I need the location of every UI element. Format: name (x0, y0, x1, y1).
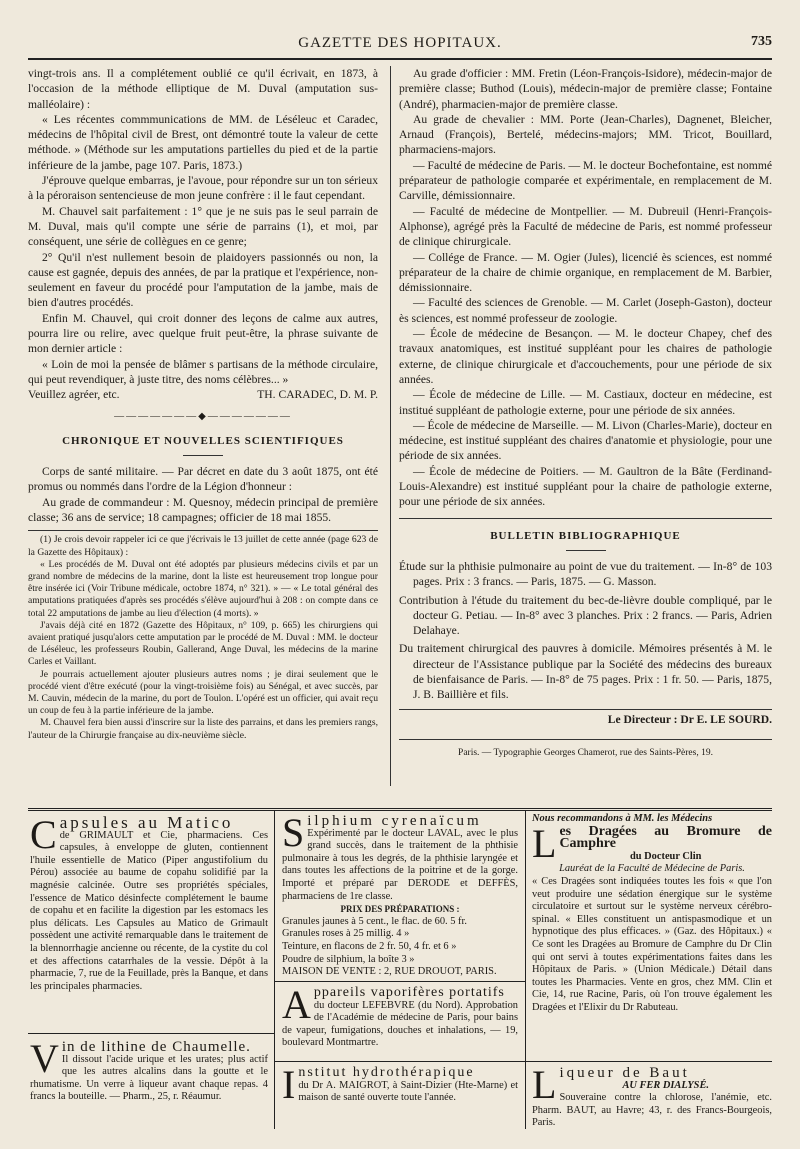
ad-body: Souveraine contre la chlorose, l'anémie, etc. Pharm. BAUT, au Havre; 43, r. des Francs-Bourgeois, Paris. (532, 1092, 772, 1129)
ad-matico (30, 812, 268, 993)
paragraph: — Faculté des sciences de Grenoble. — M. Carlet (Joseph-Gaston), docteur ès sciences, est nommé professeur de zoologie. (399, 296, 772, 325)
ad-separator (525, 811, 526, 1129)
ad-body: de GRIMAULT et Cie, pharmaciens. Ces capsules, à enveloppe de gluten, contiennent l'huile essentielle de Matico (Piper angustifolium du Pérou) associée au baume de copahu solidifié par la magnésie calcinée. Outre ses propriétés spéciales, l'essence de Matico désinfecte complétement le baume de copahu et en facilite la digestion par les estomacs les plus délicats. Les Capsules au Matico de Grimault possèdent une activité remarquable dans le traitement de la blennorrhagie ancienne ou récente, de la cystite du col et des affections catarrhales de la vessie. Dépôt à la pharmacie, 7, rue de la Feuillade, près la Banque, et dans les principales pharmacies. (30, 829, 268, 992)
page-header (28, 30, 772, 56)
paragraph: — École de médecine de Marseille. — M. Livon (Charles-Marie), docteur en médecine, est institué suppléant des chaires d'anatomie et physiologie, pour une période de six années. (399, 418, 772, 463)
short-rule (183, 455, 223, 456)
ad-rule (274, 1061, 525, 1062)
paragraph: 2° Qu'il n'est nullement besoin de plaidoyers passionnés ou non, la cause est gagnée, depuis des années, de par la pratique et l'expérience, non-seulement en faveur du procédé pour l'amputation de la jambe, mais de bien d'autres procédés. (28, 250, 378, 310)
ad-title: iqueur de Baut (559, 1065, 690, 1081)
paragraph: J'éprouve quelque embarras, je l'avoue, pour répondre sur un ton sérieux à la péroraison sentencieuse de mon jeune confrère : il le faut cependant. (28, 174, 378, 203)
bib-entry: Étude sur la phthisie pulmonaire au point de vue du traitement. — In-8° de 103 pages. Prix : 3 francs. — Paris, 1875. — G. Masson. (399, 559, 772, 589)
paragraph: — Faculté de médecine de Paris. — M. le docteur Bochefontaine, est nommé préparateur de pathologie comparée et expérimentale, en remplacement de M. Carville, démissionnaire. (399, 158, 772, 203)
ad-banner: Nous recommandons à MM. les Médecins (532, 813, 713, 824)
paragraph: — École de médecine de Lille. — M. Castiaux, docteur en médecine, est institué suppléant de pathologie externe, pour une période de six années. (399, 388, 772, 417)
ad-separator (274, 811, 275, 1129)
ad-institut (282, 1062, 518, 1107)
ad-body: du docteur LEFEBVRE (du Nord). Approbation de l'Académie de médecine de Paris, pour bains de vapeur, fumigations, douches et inhalations, — 19, boulevard Montmartre. (282, 999, 518, 1049)
ad-subtitle: du Docteur Clin (630, 850, 702, 862)
ad-camphre (532, 813, 772, 1015)
footnotes (28, 534, 378, 741)
header-rule (28, 58, 772, 60)
left-column (28, 66, 378, 742)
ad-initial: C (30, 812, 57, 857)
journal-title: GAZETTE DES HOPITAUX. (298, 35, 502, 51)
ad-initial: L (532, 1062, 557, 1107)
ad-lithine (30, 1036, 268, 1104)
ad-initial: V (30, 1036, 59, 1081)
price-line: Granules roses à 25 millig. 4 » (282, 928, 410, 940)
paragraph: Au grade d'officier : MM. Fretin (Léon-François-Isidore), médecin-major de première classe; Buthod (Louis), médecin-major de première classe; Fontaine (André), pharmacien-major de première classe. (399, 67, 772, 111)
ad-rule (274, 981, 525, 982)
price-line: Poudre de silphium, la boîte 3 » (282, 953, 415, 965)
footnote: Je pourrais actuellement ajouter plusieurs autres noms ; je dirai seulement que le procédé vient d'être exécuté (pour la vingt-troisième fois) au Sénégal, et avec succès, par M. Cauvin, médecin de la marine, du port de Toulon. L'opéré est un officier, qui avait reçu un coup de feu à la partie inférieure de la jambe. (28, 668, 378, 717)
ad-initial: A (282, 982, 311, 1027)
ad-title: in de lithine de Chaumelle. (61, 1039, 251, 1055)
footnote: (1) Je crois devoir rappeler ici ce que j'écrivais le 13 juillet de cette année (page 623 de la Gazette des Hôpitaux) : (28, 534, 378, 558)
paragraph: vingt-trois ans. Il a complétement oublié ce qu'il écrivait, en 1873, à l'occasion de la méthode elliptique de M. Duval (amputation sus-malléolaire) : (28, 67, 378, 111)
price-line: Teinture, en flacons de 2 fr. 50, 4 fr. et 6 » (282, 940, 457, 952)
paragraph: Corps de santé militaire. — Par décret en date du 3 août 1875, ont été promus ou nommés dans l'ordre de la Légion d'honneur : (28, 465, 378, 494)
advertisements (28, 808, 772, 1131)
paragraph: Au grade de commandeur : M. Quesnoy, médecin principal de première classe; 36 ans de service; 18 campagnes; officier de 18 mai 1855. (28, 495, 378, 525)
ad-rule (525, 1061, 772, 1062)
paragraph: Enfin M. Chauvel, qui croit donner des leçons de calme aux autres, pourra lire ou relire, avec quelque fruit peut-être, la phrase suivante de mon dernier article : (28, 311, 378, 356)
section-rule (399, 518, 772, 519)
paragraph: — École de médecine de Poitiers. — M. Gaultron de la Bâte (Ferdinand-Louis-Alexandre) est institué suppléant pour la chaire de pathologie externe, pour une période de six années. (399, 464, 772, 509)
short-rule (566, 550, 606, 551)
ad-title: apsules au Matico (59, 813, 234, 832)
ad-title: ilphium cyrenaïcum (307, 813, 482, 829)
paragraph: — Collége de France. — M. Ogier (Jules), licencié ès sciences, est nommé préparateur de la chaire de chimie organique, en remplacement de M. Barbier, démissionnaire. (399, 250, 772, 295)
ad-body: Expérimenté par le docteur LAVAL, avec le plus grand succès, dans le traitement de la phthisie pulmonaire à tous les degrés, de la phthisie laryngée et dans toutes les affections de la poitrine et de la gorge. Importé et préparé par DERODE et DEFFÈS, pharmaciens de 1re classe. (282, 827, 518, 902)
ad-title: ppareils vaporifères portatifs (313, 985, 505, 1000)
ad-laureat: Lauréat de la Faculté de Médecine de Paris. (559, 863, 745, 875)
ad-baut (532, 1062, 772, 1130)
ad-initial: S (282, 810, 305, 855)
closing: Veuillez agréer, etc. (28, 388, 120, 402)
printer-line: Paris. — Typographie Georges Chamerot, rue des Saints-Pères, 19. (399, 739, 772, 761)
bib-entry: Du traitement chirurgical des pauvres à domicile. Mémoires présentés à M. le directeur de l'Assistance publique par la Société des médecins des bureaux de bienfaisance de Paris. — In-8° de 75 pages. Prix : 1 fr. 50. — Paris, 1875, J. B. Baillière et fils. (399, 642, 772, 702)
paragraph: M. Chauvel sait parfaitement : 1° que je ne suis pas le seul parrain de M. Duval, mais qu'il compte une série de parrains (1), et moi, par conséquent, une série de collègues en ce genre; (28, 204, 378, 249)
signature-line (28, 387, 378, 402)
ad-subtitle: AU FER DIALYSÉ. (622, 1079, 709, 1091)
footnote: M. Chauvel fera bien aussi d'inscrire sur la liste des parrains, et dans les premiers rangs, l'auteur de la Chirurgie française au dix-neuvième siècle. (28, 717, 378, 741)
bibliography (399, 559, 772, 703)
paragraph: — École de médecine de Besançon. — M. le docteur Chapey, chef des travaux anatomiques, est institué suppléant pour les chaires de pathologie externe, de clinique chirurgicale et d'accouchements, pour une période de six années. (399, 327, 772, 386)
price-line: Granules jaunes à 5 cent., le flac. de 60. 5 fr. (282, 915, 467, 927)
sale-address: MAISON DE VENTE : 2, RUE DROUOT, PARIS. (282, 966, 497, 978)
footnote: « Les procédés de M. Duval ont été adoptés par plusieurs médecins civils et par un grand nombre de médecins de la marine, dont la liste est heureusement trop longue pour être insérée ici (Voir Tribune médicale, octobre 1874, n° 321). » — « Le total général des amputations pratiquées d'après ses procédés s'élève aujourd'hui à 208 : on compte dans ce total 22 amputations de jambe au lieu d'élection (4 morts). » (28, 558, 378, 619)
paragraph: « Les récentes commmunications de MM. de Léséleuc et Caradec, médecins de l'hôpital civil de Brest, ont démontré toute la valeur de cette méthode. » (Méthode sur les amputations partielles du pied et de la partie inférieure de la jambe, page 107. Paris, 1873.) (28, 112, 378, 172)
ad-body: Il dissout l'acide urique et les urates; plus actif que les autres alcalins dans la goutte et le rhumatisme. Un verre à liqueur avant chaque repas. 4 francs la bouteille. — Pharm., 25, r. Réaumur. (30, 1053, 268, 1103)
ad-initial: I (282, 1062, 296, 1107)
paragraph: « Loin de moi la pensée de blâmer s partisans de la méthode circulaire, qui peut revendiquer, à juste titre, des noms célèbres... » (28, 357, 378, 386)
ad-title: es Dragées au Bromure de Camphre (559, 823, 772, 852)
ad-body: « Ces Dragées sont indiquées toutes les fois « que l'on veut produire une sédation énergique sur le système circulatoire et surtout sur le système nerveux cérébro-spinal. « Elles constituent un antispasmodique et un hypnotique des plus efficaces. » (Gaz. des Hôpitaux.) « Ce sont les Dragées au Bromure de Camphre du Dr Clin qui ont servi à toutes expérimentations faites dans les Hôpitaux de Paris. » (Union Médicale.) Détail dans toutes les Pharmacies. Vente en gros, chez MM. Clin et Cie, 14, rue Racine, Paris, où l'on trouve également les Dragées et l'Elixir du Dr Rabuteau. (532, 875, 772, 1013)
ad-vaporiferes (282, 982, 518, 1050)
prices-title: PRIX DES PRÉPARATIONS : (340, 904, 460, 915)
paragraph: Au grade de chevalier : MM. Porte (Jean-Charles), Dagnenet, Bleicher, Arnaud (François), Bertelé, médecins-majors; MM. Tricot, Bouillard, pharmaciens-majors. (399, 112, 772, 157)
footnote: J'avais déjà cité en 1872 (Gazette des Hôpitaux, n° 109, p. 665) les chirurgiens qui avaient pratiqué jusqu'alors cette amputation par le procédé de M. Duval : MM. le docteur de Léséleuc, les professeurs Roubin, Gallerand, Ange Duval, les médecins de la marine Carles et Vaillant. (28, 619, 378, 668)
ornament-divider: ———————◆——————— (114, 410, 292, 422)
ad-silphium (282, 810, 518, 979)
bib-entry: Contribution à l'étude du traitement du bec-de-lièvre double compliqué, par le docteur G. Petiau. — In-8° avec 3 planches. Prix : 2 francs. — Paris, Adrien Delahaye. (399, 593, 772, 638)
page-number: 735 (751, 34, 772, 49)
column-separator (390, 66, 391, 786)
signature: TH. CARADEC, D. M. P. (257, 388, 378, 402)
ad-body: du Dr A. MAIGROT, à Saint-Dizier (Hte-Marne) et maison de santé ouverte toute l'année. (298, 1079, 518, 1104)
section-title: CHRONIQUE ET NOUVELLES SCIENTIFIQUES (62, 434, 344, 447)
section-title: BULLETIN BIBLIOGRAPHIQUE (490, 529, 681, 542)
paragraph: — Faculté de médecine de Montpellier. — M. Dubreuil (Henri-François-Alphonse), agrégé près la Faculté de médecine de Paris, est nommé professeur de clinique chirurgicale. (399, 204, 772, 249)
director-line: Le Directeur : Dr E. LE SOURD. (399, 709, 772, 727)
footnote-rule (28, 530, 378, 531)
ad-title: nstitut hydrothérapique (298, 1065, 475, 1080)
ad-initial: L (532, 820, 557, 866)
right-column (399, 66, 772, 761)
ad-rule (28, 1033, 274, 1034)
